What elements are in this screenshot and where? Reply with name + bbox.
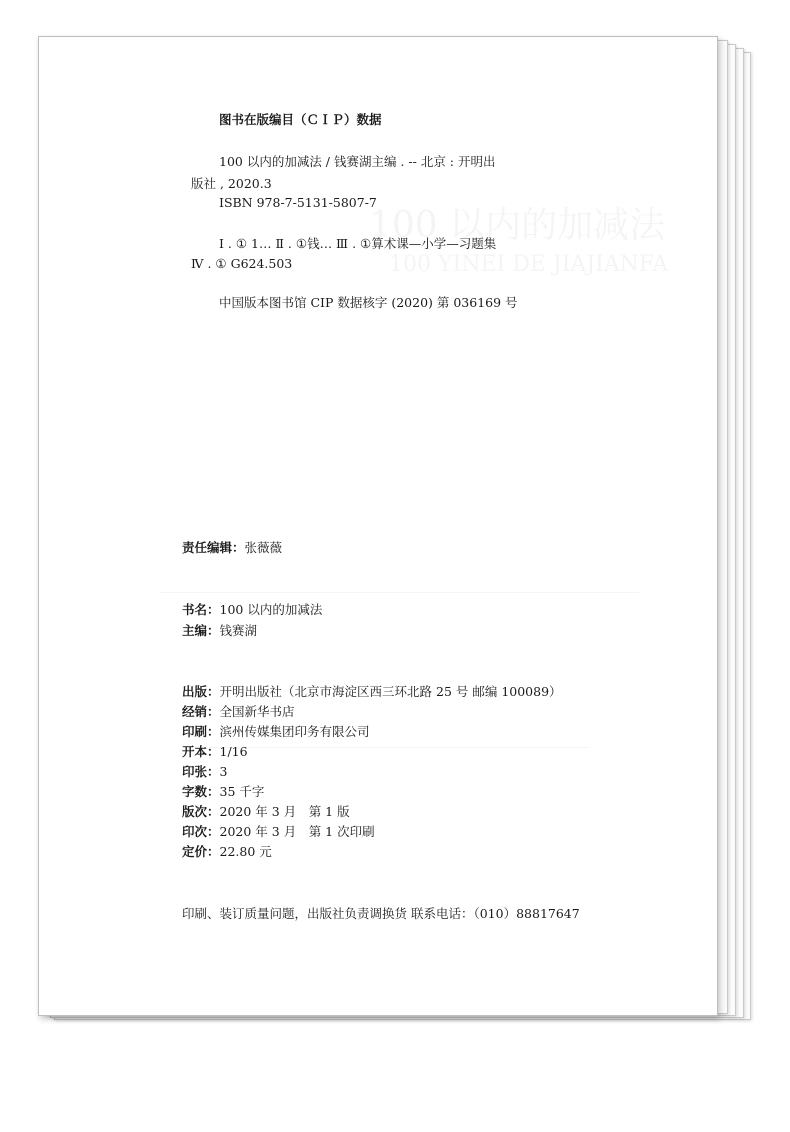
quality-contact-note: 印刷、装订质量问题，出版社负责调换货 联系电话：（010）88817647 [182,906,580,921]
impression-value: 2020 年 3 月 第 1 次印刷 [219,824,375,839]
cip-heading: 图书在版编目（ＣＩＰ）数据 [219,112,382,127]
chief-editor-label: 主编： [182,623,220,638]
cip-isbn: ISBN 978-7-5131-5807-7 [219,195,377,210]
chief-editor-value: 钱赛湖 [219,623,258,638]
word-count-label: 字数： [182,784,220,799]
distributor-value: 全国新华书店 [219,704,295,719]
printer-value: 滨州传媒集团印务有限公司 [219,724,370,739]
publisher-label: 出版： [182,684,220,699]
printer-row [182,722,370,740]
cip-line-1: 100 以内的加减法 / 钱赛湖主编 . -- 北京 : 开明出 [219,154,496,169]
edition-row [182,802,350,820]
edition-value: 2020 年 3 月 第 1 版 [219,804,350,819]
book-title-value: 100 以内的加减法 [219,602,323,617]
impression-row [182,822,375,840]
sheets-row [182,762,227,780]
edition-label: 版次： [182,804,220,819]
copyright-page [38,36,718,1016]
responsible-editor [182,538,282,556]
book-title-label: 书名： [182,602,220,617]
cip-line-2: 版社 , 2020.3 [191,176,272,191]
publisher-row [182,682,562,700]
price-row [182,842,272,860]
format-label: 开本： [182,744,220,759]
word-count-value: 35 千字 [219,784,265,799]
editor-value: 张薇薇 [244,540,283,555]
distributor-row [182,702,295,720]
show-through-line [189,747,589,748]
show-through-subtitle [389,252,668,277]
word-count-row [182,782,264,800]
cip-core-number: 中国版本图书馆 CIP 数据核字 (2020) 第 036169 号 [219,295,518,310]
price-label: 定价： [182,844,220,859]
sheets-label: 印张： [182,764,220,779]
price-value: 22.80 元 [219,844,272,859]
show-through-line [159,592,639,593]
publisher-value: 开明出版社（北京市海淀区西三环北路 25 号 邮编 100089） [219,684,562,699]
chief-editor-row [182,621,257,639]
printer-label: 印刷： [182,724,220,739]
book-title-row [182,600,322,618]
format-row [182,742,248,760]
impression-label: 印次： [182,824,220,839]
editor-label: 责任编辑： [182,540,245,555]
cip-classification-2: Ⅳ . ① G624.503 [191,256,293,271]
format-value: 1/16 [219,744,248,759]
cip-classification-1: Ⅰ . ① 1… Ⅱ . ①钱… Ⅲ . ①算术课—小学—习题集 [219,236,497,251]
distributor-label: 经销： [182,704,220,719]
sheets-value: 3 [219,764,228,779]
